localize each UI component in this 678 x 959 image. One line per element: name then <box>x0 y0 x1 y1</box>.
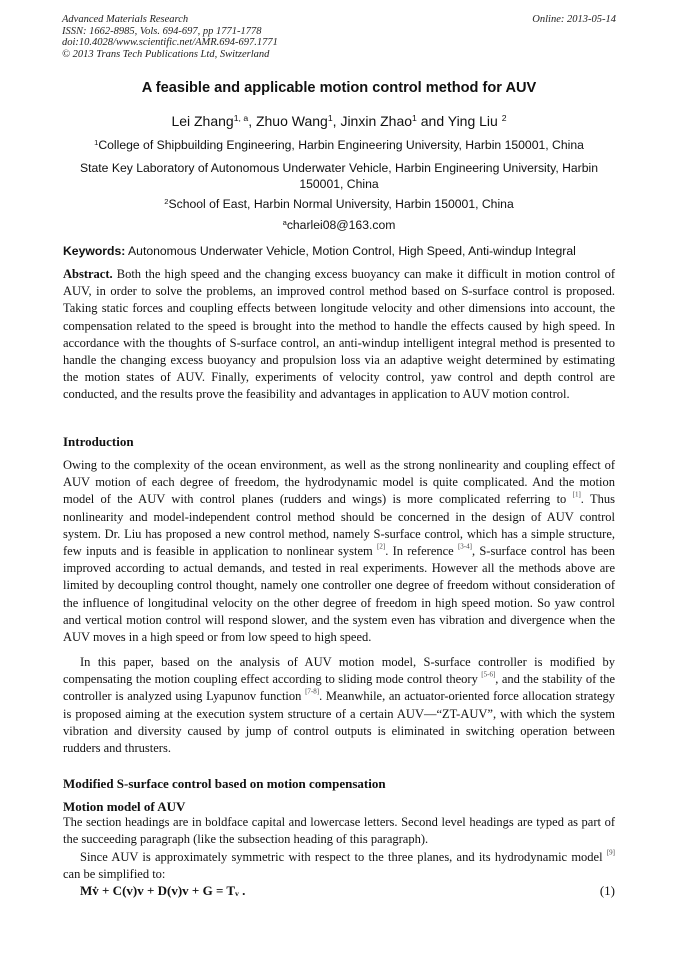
issn-line: ISSN: 1662-8985, Vols. 694-697, pp 1771-1778 <box>62 25 262 37</box>
body-text: , and the stability of the controller is analyzed using Lyapunov function <box>63 672 616 704</box>
keywords-label: Keywords: <box>63 244 126 258</box>
keywords-text: Autonomous Underwater Vehicle, Motion Control, High Speed, Anti-windup Integral <box>128 244 576 258</box>
subsection-heading-motion-model: Motion model of AUV <box>63 799 186 814</box>
motion-paragraph-1: The section headings are in boldface capital and lowercase letters. Second level headings are typed as part of the succeeding paragraph (like the subsection heading of this paragraph). <box>63 815 615 847</box>
abstract-text: Both the high speed and the changing excess buoyancy can make it difficult in motion control of AUV, in order to solve the problems, an improved control method based on S-surface control is proposed. Taking static forces and coupling effects between longitude velocity and other dimensions into account, the compensation related to the speed is brought into the method to handle the effects caused by high speed. In accordance with the thoughts of S-surface control, an anti-windup intelligent integral method is presented to handle the changing excess buoyancy and propulsion loss via an adaptive weight determined by estimating the motion states of AUV. Finally, experiments of velocity control, yaw control and depth control are conducted, and the results prove the feasibility and advantages in application to AUV motion control. <box>63 267 616 402</box>
journal-name: Advanced Materials Research <box>62 14 189 25</box>
section-heading-modified-s-surface: Modified S-surface control based on motion compensation <box>63 776 386 791</box>
body-text: can be simplified to: <box>63 867 166 882</box>
intro-paragraph-2 <box>63 654 615 757</box>
citation[interactable]: [7-8] <box>305 688 320 697</box>
equation-expression: Mv̇ + C(v)v + D(v)v + G = Tᵥ . <box>80 883 246 898</box>
motion-paragraph-2 <box>63 849 615 883</box>
author-separator: and <box>416 113 448 129</box>
intro-paragraph-1 <box>63 457 615 646</box>
abstract <box>63 266 615 404</box>
author: Jinxin Zhao <box>340 113 413 129</box>
body-text: Owing to the complexity of the ocean environment, as well as the strong nonlinearity and coupling effect of AUV motion of each degree of freedom, the hydrodynamic model is quite complicated. And the motion model of the AUV with control planes (rudders and wings) is more complicated referring to <box>63 458 615 507</box>
author-sup: 2 <box>501 113 507 124</box>
affiliation-text: College of Shipbuilding Engineering, Harbin Engineering University, Harbin 150001, China <box>98 138 584 152</box>
author-sup: 1 <box>412 113 417 124</box>
body-text: . Meanwhile, an actuator-oriented force allocation strategy is proposed aiming at the execution system structure of a certain AUV—“ZT-AUV”, with which the system vibration and diversity caused by jump of control outputs is eliminated in switching operation between rudders and thrusters. <box>63 689 615 756</box>
citation[interactable]: [5-6] <box>481 670 496 679</box>
affiliation-text: School of East, Harbin Normal University, Harbin 150001, China <box>168 197 514 211</box>
citation[interactable]: [9] <box>606 848 615 857</box>
citation[interactable]: [3-4] <box>457 542 472 551</box>
section-heading-introduction: Introduction <box>63 434 134 449</box>
author: Lei Zhang <box>171 113 234 129</box>
affiliation-1b: State Key Laboratory of Autonomous Underwater Vehicle, Harbin Engineering University, Harbin 150001, China <box>79 161 599 191</box>
citation[interactable]: [1] <box>572 491 581 500</box>
body-text: . Thus nonlinearity and model-independent control method should be concerned in the design of AUV control system. Dr. Liu has proposed a new control method, namely S-surface control, which has a simple structure, few inputs and is feasible in application to nonlinear system <box>63 492 615 559</box>
author-sup: 1, a <box>233 113 249 124</box>
journal-header <box>62 14 618 60</box>
author-email <box>62 217 616 233</box>
paper-title: A feasible and applicable motion control method for AUV <box>141 80 537 96</box>
equation-number: (1) <box>599 883 615 898</box>
online-date: Online: 2013-05-14 <box>532 14 616 25</box>
equation-1 <box>80 883 615 899</box>
author: Zhuo Wang <box>255 113 328 129</box>
doi-line[interactable]: doi:10.4028/www.scientific.net/AMR.694-697.1771 <box>62 37 278 48</box>
author-sup: 1 <box>327 113 333 124</box>
body-text: Since AUV is approximately symmetric with respect to the three planes, and its hydrodynamic model <box>80 850 607 864</box>
body-text: , S-surface control has been improved according to actual demands, and tested in real experiments. However all the methods above are limited by decoupling control thought, namely one controller one degree of freedom without consideration of the influence of longitudinal velocity on the other degree of freedom in high speed motion. So yaw control and vertical motion control will respond slower, and the system even has vibration and divergence when the AUV moves in a high speed or from low speed to high speed. <box>63 544 615 645</box>
author-separator: , <box>332 113 341 129</box>
affiliation-2 <box>62 196 616 212</box>
email-sup: a <box>282 217 287 227</box>
citation[interactable]: [2] <box>377 542 386 551</box>
copyright-line: © 2013 Trans Tech Publications Ltd, Switzerland <box>62 48 270 60</box>
keywords <box>63 244 619 258</box>
body-text: . In reference <box>385 544 458 559</box>
author: Ying Liu <box>447 113 502 129</box>
affiliation-1 <box>62 137 616 153</box>
author-list <box>0 113 678 129</box>
author-separator: , <box>248 113 256 129</box>
affiliation-sup: 2 <box>164 196 169 206</box>
email-address[interactable]: charlei08@163.com <box>286 218 396 232</box>
body-text: In this paper, based on the analysis of AUV motion model, S-surface controller is modified by compensating the motion coupling effect according to sliding mode control theory <box>63 655 615 687</box>
abstract-label: Abstract. <box>63 267 113 281</box>
affiliation-sup: 1 <box>94 137 99 147</box>
